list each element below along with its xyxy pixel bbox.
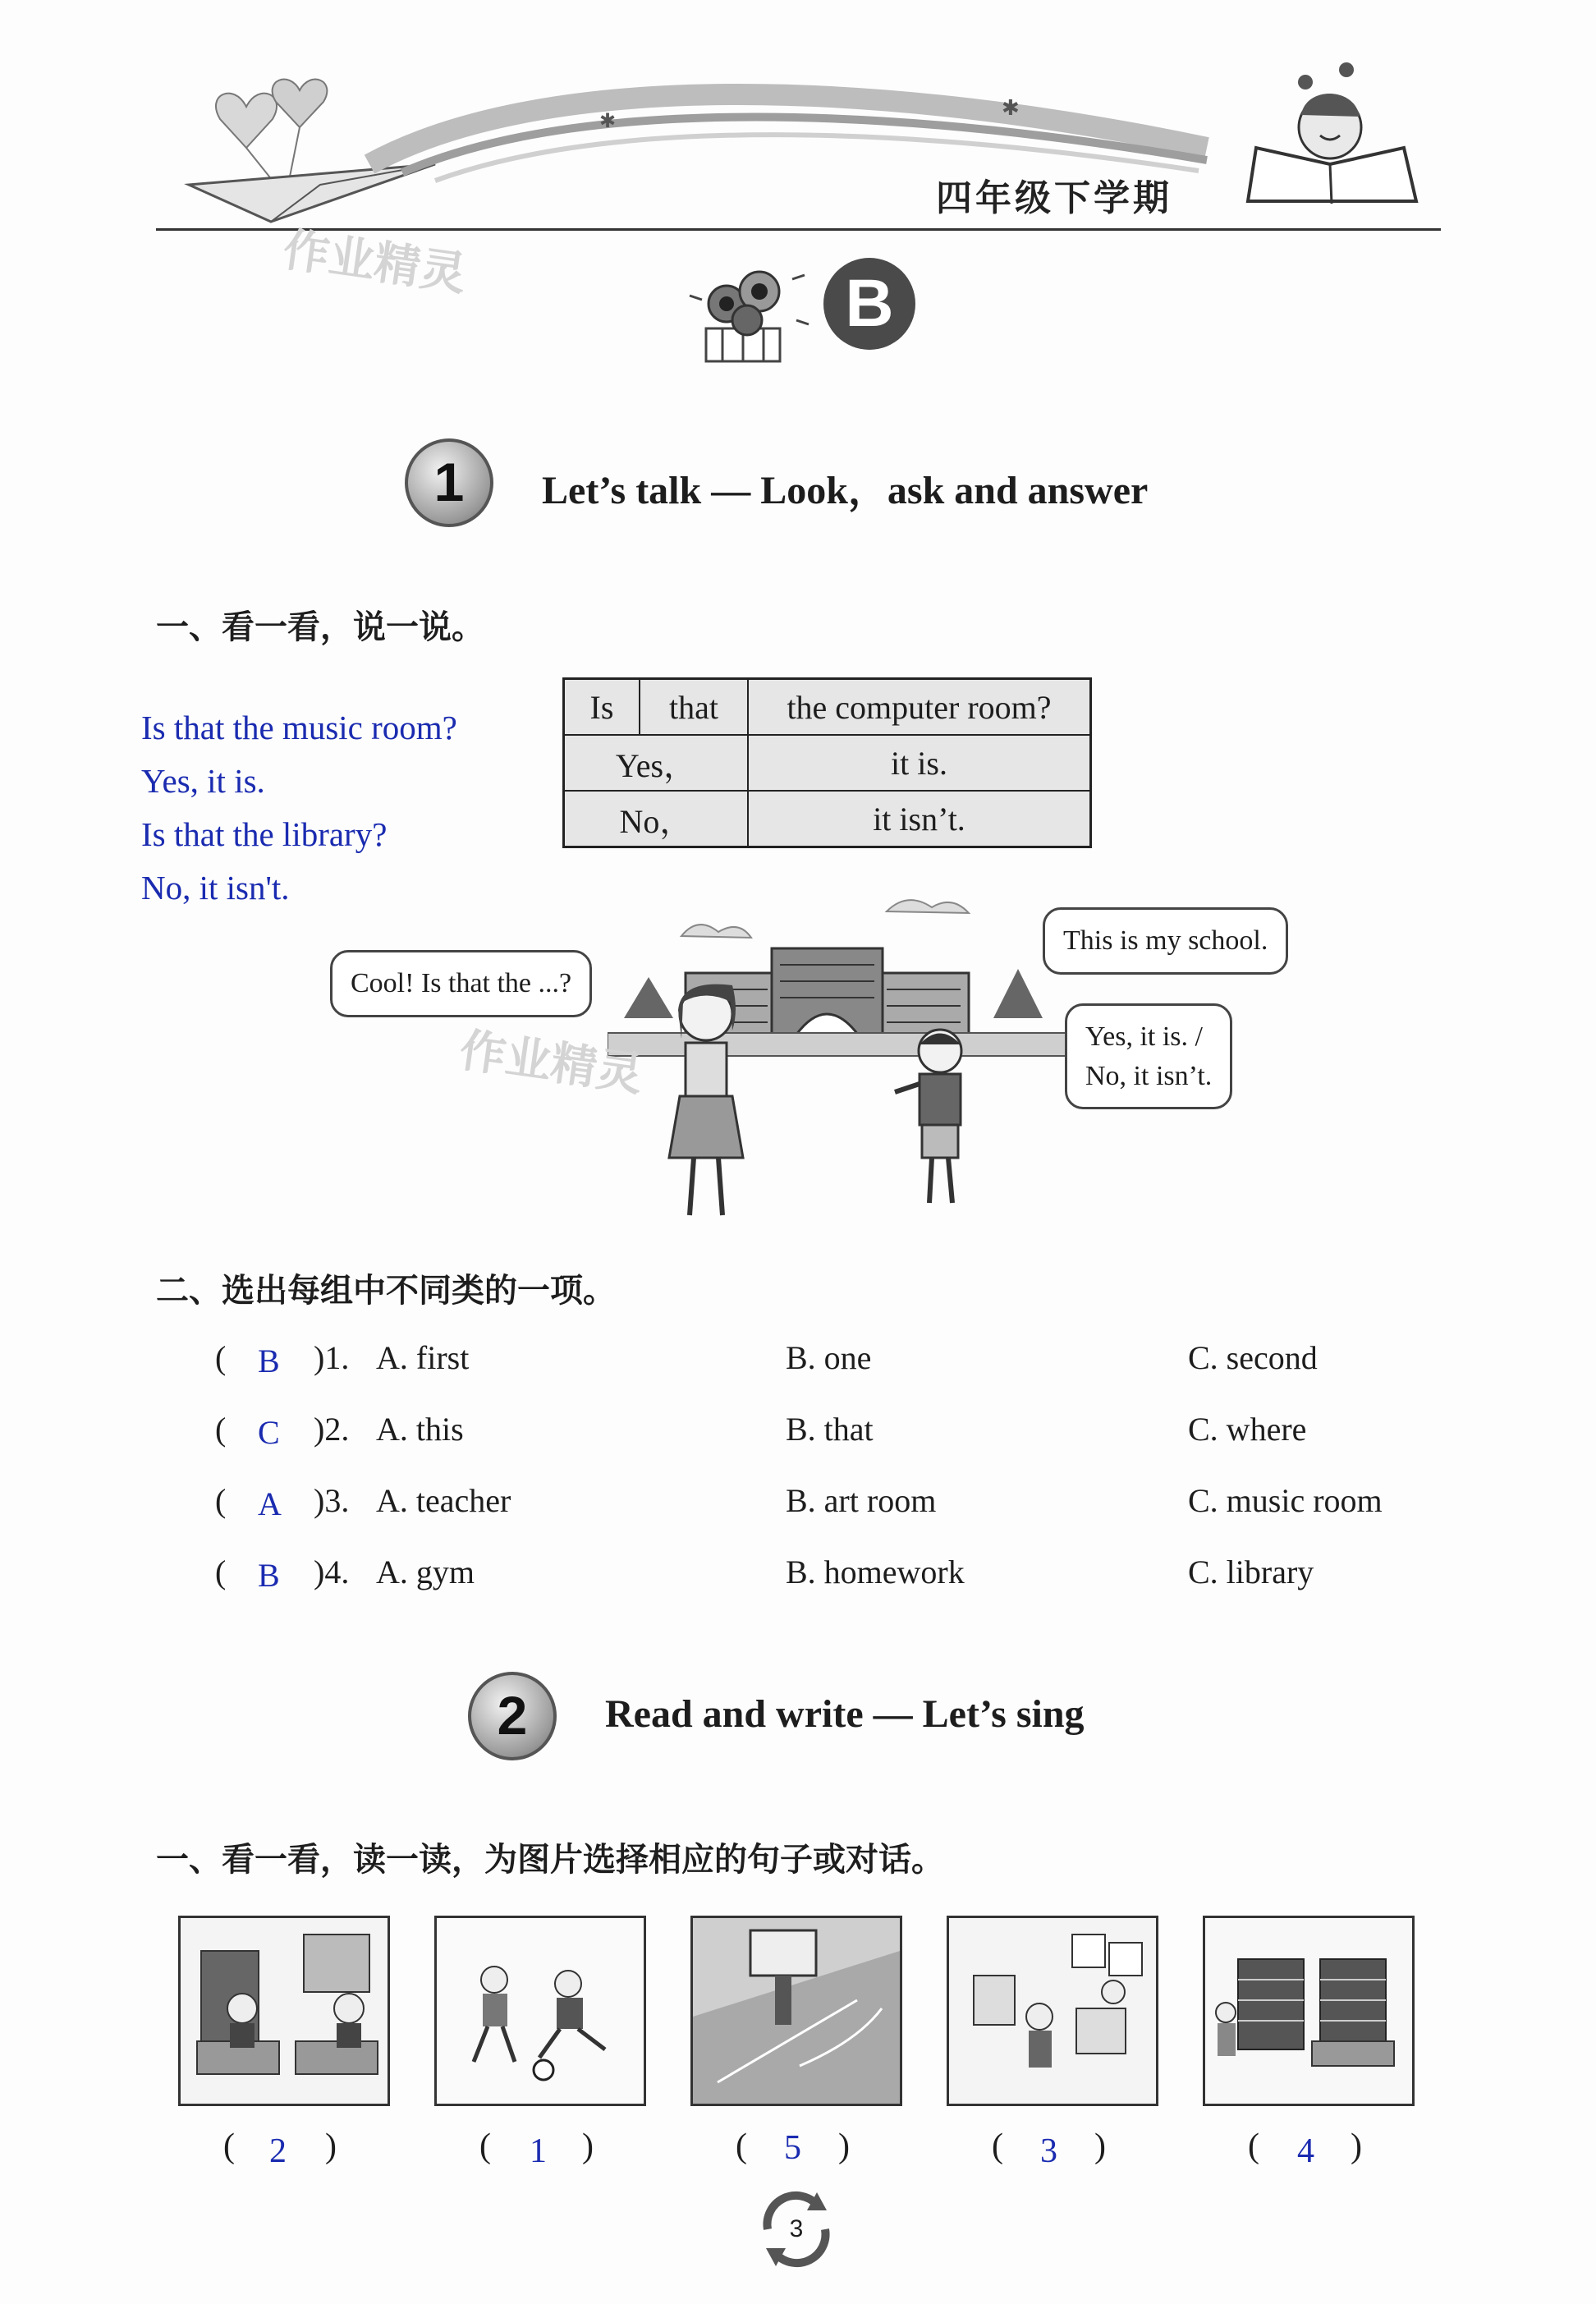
speech-bubble-boy-answer <box>1065 1003 1232 1109</box>
picture-answer-1: 2 <box>269 2132 287 2170</box>
answer-q1: B <box>258 1342 280 1379</box>
watermark: 作业精灵 <box>279 223 470 302</box>
paren-open: ( <box>1248 2127 1259 2165</box>
q4-option-c: C. library <box>1188 1554 1314 1590</box>
q3-number: )3. <box>314 1482 350 1519</box>
answer-q4: B <box>258 1557 280 1594</box>
q2-number: )2. <box>314 1411 350 1448</box>
q2-option-a: A. this <box>376 1411 464 1448</box>
dialogue-line-4: No, it isn't. <box>141 869 290 906</box>
picture-basketball-court <box>690 1916 902 2106</box>
bubble-line: Yes, it is. / <box>1085 1021 1203 1052</box>
unit1-part2-heading: 二、选出每组中不同类的一项。 <box>156 1272 616 1310</box>
paren-open: ( <box>992 2127 1003 2165</box>
q1-option-a: A. first <box>376 1339 470 1376</box>
q2-option-b: B. that <box>786 1411 874 1448</box>
picture-answer-3: 5 <box>784 2129 801 2167</box>
picture-library <box>1203 1916 1415 2106</box>
q1-number-option-a: )1. <box>314 1339 350 1376</box>
grade-label: 四年级下学期 <box>936 177 1172 219</box>
table-cell: Is <box>564 679 640 736</box>
paren-close: ) <box>325 2127 337 2165</box>
unit1-title: Let’s talk — Look，ask and answer <box>542 469 1149 512</box>
table-cell: that <box>640 679 748 736</box>
answer-q3: A <box>258 1485 282 1522</box>
speech-bubble-girl: Cool! Is that the ...? <box>330 950 592 1017</box>
page-number: 3 <box>789 2215 804 2242</box>
unit2-number-badge: 2 <box>468 1672 557 1760</box>
unit2-part1-heading: 一、看一看，读一读，为图片选择相应的句子或对话。 <box>156 1841 944 1879</box>
paren-open: ( <box>215 1339 227 1376</box>
q4-number: )4. <box>314 1554 350 1590</box>
school-scene-illustration <box>608 887 1067 1232</box>
picture-computer-room <box>178 1916 390 2106</box>
section-letter-badge: B <box>823 258 915 350</box>
table-cell: it isn’t. <box>748 791 1091 847</box>
svg-text:✱: ✱ <box>599 111 617 132</box>
unit1-part1-heading: 一、看一看，说一说。 <box>156 608 484 646</box>
dialogue-line-1: Is that the music room? <box>141 709 457 746</box>
dialogue-line-2: Yes, it is. <box>141 762 265 800</box>
paren-open: ( <box>223 2127 235 2165</box>
q1-option-b: B. one <box>786 1339 872 1376</box>
table-cell: Yes， <box>564 735 749 791</box>
picture-answer-5: 4 <box>1297 2132 1314 2170</box>
paren-open: ( <box>215 1482 227 1519</box>
paren-close: ) <box>582 2127 594 2165</box>
table-cell: the computer room? <box>748 679 1091 736</box>
q3-option-c: C. music room <box>1188 1482 1383 1519</box>
watermark: 作业精灵 <box>456 1023 646 1103</box>
sunflower-icon <box>673 246 813 369</box>
table-cell: No， <box>564 791 749 847</box>
paren-open: ( <box>215 1554 227 1590</box>
dialogue-line-3: Is that the library? <box>141 815 388 853</box>
paren-close: ) <box>1351 2127 1362 2165</box>
grammar-table <box>562 677 1092 848</box>
q1-option-c: C. second <box>1188 1339 1318 1376</box>
bubble-line: No, it isn’t. <box>1085 1060 1213 1091</box>
svg-text:✱: ✱ <box>1002 96 1020 120</box>
paren-close: ) <box>1094 2127 1106 2165</box>
answer-q2: C <box>258 1414 280 1451</box>
picture-answer-4: 3 <box>1040 2132 1057 2170</box>
picture-answer-2: 1 <box>530 2132 547 2170</box>
paren-close: ) <box>838 2127 850 2165</box>
q4-option-b: B. homework <box>786 1554 965 1590</box>
table-cell: it is. <box>748 735 1091 791</box>
speech-bubble-boy-school: This is my school. <box>1043 907 1288 975</box>
q4-option-a: A. gym <box>376 1554 475 1590</box>
paren-open: ( <box>736 2127 747 2165</box>
q3-option-a: A. teacher <box>376 1482 511 1519</box>
paren-open: ( <box>215 1411 227 1448</box>
picture-football <box>434 1916 646 2106</box>
header-illustration <box>156 49 1441 230</box>
picture-art-room <box>947 1916 1158 2106</box>
unit2-title: Read and write — Let’s sing <box>605 1692 1085 1736</box>
unit1-number-badge: 1 <box>405 438 493 527</box>
q2-option-c: C. where <box>1188 1411 1307 1448</box>
q3-option-b: B. art room <box>786 1482 937 1519</box>
paren-open: ( <box>479 2127 491 2165</box>
